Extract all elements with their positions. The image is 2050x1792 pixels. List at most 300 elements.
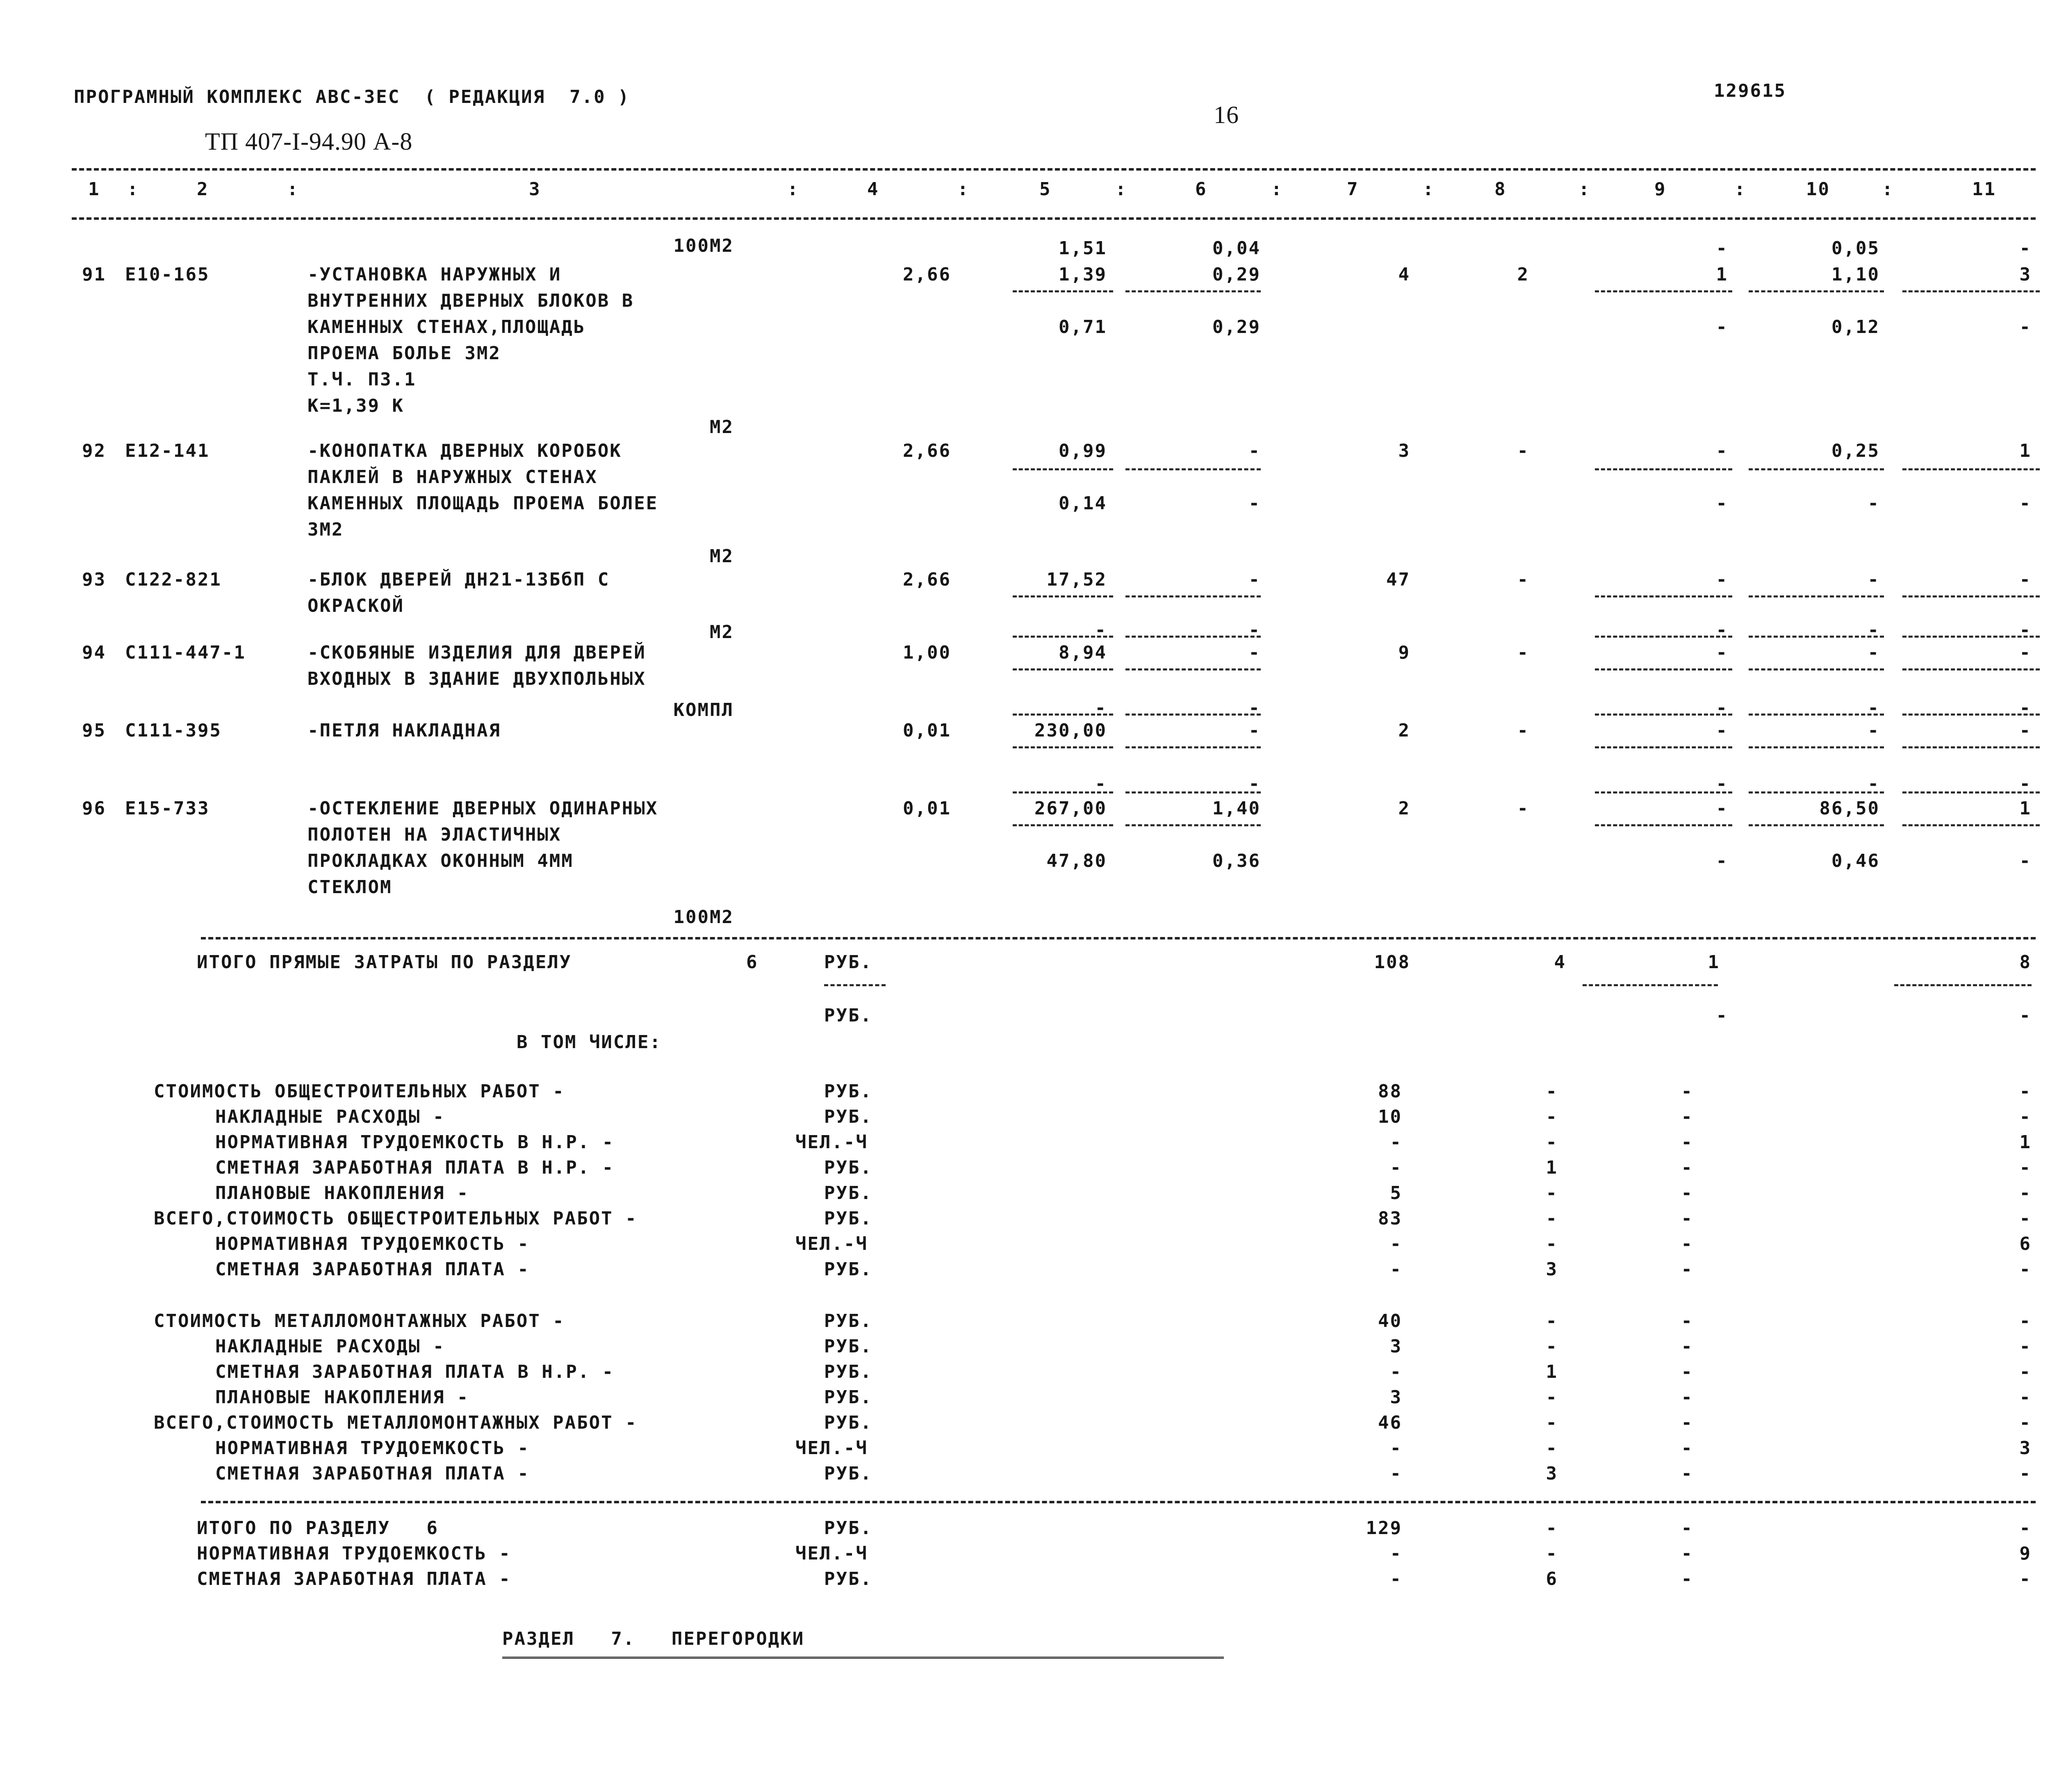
summary-c7: - [1390,1259,1402,1280]
cell-c11: 1 [2019,440,2032,461]
section-total-c11: - [2019,1569,2032,1589]
summary-c8: - [1546,1233,1558,1254]
item-description-line: ВХОДНЫХ В ЗДАНИЕ ДВУХПОЛЬНЫХ [308,668,646,689]
item-unit: М2 [710,417,734,438]
cell-rule [1125,746,1261,748]
cell-rule [1902,824,2040,826]
summary-c8: - [1546,1208,1558,1229]
column-separator: : [1882,179,1894,200]
cell-c9: - [1716,773,1728,794]
cell-c11: - [2019,698,2032,718]
item-description-line: К=1,39 К [308,395,404,416]
summary-c11: - [2019,1259,2032,1280]
column-header-3: 3 [529,179,541,200]
summary-c11: - [2019,1387,2032,1408]
direct-costs-unit: РУБ. [824,952,872,973]
summary-label: НОРМАТИВНАЯ ТРУДОЕМКОСТЬ - [215,1438,530,1459]
summary-c7: 88 [1378,1081,1402,1102]
cell-c7: 4 [1398,264,1410,285]
direct-c9: 1 [1708,952,1720,973]
summary-label: СМЕТНАЯ ЗАРАБОТНАЯ ПЛАТА В Н.Р. - [215,1157,615,1178]
cell-rule [1013,290,1113,292]
item-description-line: Т.Ч. П3.1 [308,369,417,390]
cell-c8: - [1517,569,1529,590]
item-description-line: ОКРАСКОЙ [308,595,404,616]
cell-c11: - [2019,642,2032,663]
summary-c7: - [1390,1361,1402,1382]
item-description-line: КАМЕННЫХ ПЛОЩАДЬ ПРОЕМА БОЛЕЕ [308,493,658,514]
cell-c10: 0,46 [1831,850,1880,871]
item-number: 96 [82,798,106,819]
document-code: ТП 407-I-94.90 А-8 [205,128,413,155]
cell-rule [1013,746,1113,748]
summary-c7: 10 [1378,1106,1402,1127]
cell-c7: 2 [1398,798,1410,819]
summary-unit: ЧЕЛ.-Ч [795,1438,868,1459]
column-separator: : [957,179,970,200]
section-total-c9: - [1681,1569,1693,1589]
summary-c9: - [1681,1081,1693,1102]
item-description-line: 3М2 [308,519,344,540]
summary-c9: - [1681,1233,1693,1254]
section-total-c8: 6 [1546,1569,1558,1589]
summary-c9: - [1681,1311,1693,1331]
summary-c8: 3 [1546,1259,1558,1280]
cell-rule [1902,468,2040,470]
summary-c8: - [1546,1387,1558,1408]
cell-rule [1894,984,2032,986]
item-description-line: СТЕКЛОМ [308,877,392,898]
cell-c9: - [1716,493,1728,514]
section-total-unit: РУБ. [824,1518,872,1539]
cell-rule [1902,791,2040,793]
section-total-label: НОРМАТИВНАЯ ТРУДОЕМКОСТЬ - [197,1543,511,1564]
summary-c7: 3 [1390,1387,1402,1408]
cell-c9: - [1716,850,1728,871]
column-header-5: 5 [1039,179,1052,200]
page-number: 16 [1214,101,1239,128]
direct2-c11: - [2019,1005,2032,1026]
item-quantity: 2,66 [903,440,951,461]
section-total-c7: - [1390,1543,1402,1564]
summary-c7: - [1390,1132,1402,1153]
summary-c9: - [1681,1208,1693,1229]
item-quantity: 2,66 [903,264,951,285]
item-description-line: -УСТАНОВКА НАРУЖНЫХ И [308,264,562,285]
summary-c11: - [2019,1412,2032,1433]
section-total-c8: - [1546,1543,1558,1564]
next-section-underline [502,1657,1224,1659]
cell-rule [1595,746,1732,748]
cell-c11: - [2019,569,2032,590]
column-separator: : [1115,179,1128,200]
summary-label: СМЕТНАЯ ЗАРАБОТНАЯ ПЛАТА В Н.Р. - [215,1361,615,1382]
column-header-1: 1 [88,179,100,200]
column-separator: : [287,179,299,200]
cell-rule [1013,468,1113,470]
summary-c8: - [1546,1081,1558,1102]
cell-c6: - [1248,620,1261,641]
summary-c7: - [1390,1438,1402,1459]
summary-label: НАКЛАДНЫЕ РАСХОДЫ - [215,1336,445,1357]
cell-rule [1595,290,1732,292]
summary-label: ПЛАНОВЫЕ НАКОПЛЕНИЯ - [215,1183,469,1204]
item-unit: КОМПЛ [673,700,734,720]
summary-unit: РУБ. [824,1208,872,1229]
totals-rule [201,937,2036,939]
cell-c10: - [1868,698,1880,718]
summary-c7: - [1390,1157,1402,1178]
cell-c5: 8,94 [1059,642,1107,663]
summary-unit: РУБ. [824,1311,872,1331]
summary-c8: - [1546,1412,1558,1433]
summary-c7: 5 [1390,1183,1402,1204]
program-title: ПРОГРАМНЫЙ КОМПЛЕКС АВС-3ЕС ( РЕДАКЦИЯ 7.0 ) [74,87,630,107]
summary-c7: - [1390,1463,1402,1484]
cell-c9: - [1716,720,1728,741]
item-code: С111-447-1 [125,642,246,663]
item-number: 93 [82,569,106,590]
summary-c7: 3 [1390,1336,1402,1357]
summary-c11: - [2019,1081,2032,1102]
cell-c8: - [1517,798,1529,819]
summary-c8: 3 [1546,1463,1558,1484]
cell-rule [1125,636,1261,638]
section-total-c7: - [1390,1569,1402,1589]
item-quantity: 1,00 [903,642,951,663]
summary-c11: - [2019,1183,2032,1204]
cell-c5: 0,14 [1059,493,1107,514]
cell-c10: 1,10 [1831,264,1880,285]
cell-c8: 2 [1517,264,1529,285]
section-total-c7: 129 [1366,1518,1402,1539]
header-rule [72,217,2036,220]
cell-c10: - [1868,773,1880,794]
summary-c11: - [2019,1311,2032,1331]
cell-c5: - [1095,620,1107,641]
cell-c6: - [1248,569,1261,590]
summary-unit: РУБ. [824,1412,872,1433]
summary-c11: - [2019,1106,2032,1127]
cell-rule [1749,746,1884,748]
cell-c11: - [2019,317,2032,337]
summary-c9: - [1681,1106,1693,1127]
cell-c10: - [1868,569,1880,590]
cell-c11: 1 [2019,798,2032,819]
cell-c6: - [1248,720,1261,741]
item-description-line: ВНУТРЕННИХ ДВЕРНЫХ БЛОКОВ В [308,290,634,311]
cell-rule [1749,595,1884,597]
cell-c6: 0,04 [1212,238,1261,259]
summary-c9: - [1681,1463,1693,1484]
direct-c11: 8 [2019,952,2032,973]
cell-c10: 0,12 [1831,317,1880,337]
cell-c6: 0,29 [1212,264,1261,285]
cell-rule [1595,468,1732,470]
item-number: 92 [82,440,106,461]
cell-c10: - [1868,720,1880,741]
cell-rule [1749,468,1884,470]
column-separator: : [1423,179,1435,200]
summary-c11: - [2019,1157,2032,1178]
item-description-line: -ОСТЕКЛЕНИЕ ДВЕРНЫХ ОДИНАРНЫХ [308,798,658,819]
summary-c8: - [1546,1183,1558,1204]
cell-rule [1583,984,1718,986]
cell-rule [1595,668,1732,670]
cell-rule [1595,636,1732,638]
cell-c6: - [1248,440,1261,461]
summary-c7: 46 [1378,1412,1402,1433]
cell-rule [1125,668,1261,670]
cell-rule [1013,714,1113,716]
cell-rule [1125,595,1261,597]
summary-c11: - [2019,1208,2032,1229]
inventory-number: 129615 [1714,80,1786,101]
item-number: 91 [82,264,106,285]
cell-c10: 86,50 [1819,798,1880,819]
cell-c6: - [1248,698,1261,718]
summary-unit: РУБ. [824,1361,872,1382]
cell-rule [1749,668,1884,670]
direct-costs-section: 6 [746,952,758,973]
item-unit: М2 [710,622,734,643]
item-code: Е15-733 [125,798,210,819]
cell-c5: 1,51 [1059,238,1107,259]
summary-label: НОРМАТИВНАЯ ТРУДОЕМКОСТЬ - [215,1233,530,1254]
cell-rule [1902,636,2040,638]
summary-c11: - [2019,1463,2032,1484]
column-separator: : [1578,179,1591,200]
cell-c5: - [1095,698,1107,718]
item-number: 94 [82,642,106,663]
summary-unit: ЧЕЛ.-Ч [795,1132,868,1153]
item-number: 95 [82,720,106,741]
cell-c10: 0,25 [1831,440,1880,461]
item-unit: 100М2 [673,235,734,256]
summary-unit: РУБ. [824,1157,872,1178]
cell-c9: 1 [1716,264,1728,285]
item-description-line: ПРОКЛАДКАХ ОКОННЫМ 4ММ [308,850,574,871]
section-total-c8: - [1546,1518,1558,1539]
item-description-line: ПОЛОТЕН НА ЭЛАСТИЧНЫХ [308,824,562,845]
cell-c5: 230,00 [1034,720,1107,741]
item-unit: 100М2 [673,907,734,928]
cell-rule [1595,824,1732,826]
item-unit: М2 [710,546,734,567]
cell-rule [1013,668,1113,670]
column-header-11: 11 [1972,179,1996,200]
cell-rule [1013,791,1113,793]
summary-c8: - [1546,1336,1558,1357]
summary-c11: 3 [2019,1438,2032,1459]
summary-c11: - [2019,1336,2032,1357]
cell-c9: - [1716,642,1728,663]
cell-rule [1013,595,1113,597]
cell-c5: 0,99 [1059,440,1107,461]
cell-c9: - [1716,798,1728,819]
cell-c5: 47,80 [1046,850,1107,871]
item-quantity: 0,01 [903,798,951,819]
direct2-c9: - [1716,1005,1728,1026]
cell-rule [1125,714,1261,716]
summary-c9: - [1681,1361,1693,1382]
cell-rule [1595,595,1732,597]
column-header-2: 2 [197,179,209,200]
cell-c5: 1,39 [1059,264,1107,285]
summary-label: НОРМАТИВНАЯ ТРУДОЕМКОСТЬ В Н.Р. - [215,1132,615,1153]
cell-c8: - [1517,720,1529,741]
item-code: Е10-165 [125,264,210,285]
cell-rule [1749,636,1884,638]
column-header-7: 7 [1347,179,1359,200]
cell-c5: - [1095,773,1107,794]
cell-c11: - [2019,720,2032,741]
section-total-unit: ЧЕЛ.-Ч [795,1543,868,1564]
item-description-line: -СКОБЯНЫЕ ИЗДЕЛИЯ ДЛЯ ДВЕРЕЙ [308,642,646,663]
item-code: С111-395 [125,720,222,741]
cell-rule [1125,290,1261,292]
summary-unit: ЧЕЛ.-Ч [795,1233,868,1254]
cell-rule [1902,595,2040,597]
summary-c9: - [1681,1387,1693,1408]
summary-c8: 1 [1546,1157,1558,1178]
cell-c9: - [1716,569,1728,590]
summary-c9: - [1681,1438,1693,1459]
cell-c10: - [1868,642,1880,663]
cell-c11: 3 [2019,264,2032,285]
direct-c7: 108 [1374,952,1410,973]
summary-c9: - [1681,1157,1693,1178]
summary-unit: РУБ. [824,1106,872,1127]
column-header-10: 10 [1806,179,1830,200]
item-description-line: -ПЕТЛЯ НАКЛАДНАЯ [308,720,501,741]
summary-label: ВСЕГО,СТОИМОСТЬ МЕТАЛЛОМОНТАЖНЫХ РАБОТ - [154,1412,638,1433]
cell-c9: - [1716,440,1728,461]
summary-c8: - [1546,1438,1558,1459]
section-total-rule [201,1501,2036,1503]
cell-rule [1595,791,1732,793]
cell-rule [1125,468,1261,470]
summary-c8: - [1546,1311,1558,1331]
summary-label: НАКЛАДНЫЕ РАСХОДЫ - [215,1106,445,1127]
cell-c7: 9 [1398,642,1410,663]
cell-c11: - [2019,238,2032,259]
cell-c9: - [1716,698,1728,718]
column-header-4: 4 [867,179,879,200]
summary-c11: 1 [2019,1132,2032,1153]
cell-c6: 1,40 [1212,798,1261,819]
item-code: С122-821 [125,569,222,590]
section-total-c9: - [1681,1518,1693,1539]
direct-c8: 4 [1554,952,1566,973]
summary-c8: - [1546,1132,1558,1153]
column-separator: : [127,179,139,200]
cell-rule [1749,824,1884,826]
summary-label: СТОИМОСТЬ МЕТАЛЛОМОНТАЖНЫХ РАБОТ - [154,1311,565,1331]
cell-c8: - [1517,642,1529,663]
column-separator: : [787,179,800,200]
item-description-line: КАМЕННЫХ СТЕНАХ,ПЛОЩАДЬ [308,317,586,337]
cell-c9: - [1716,317,1728,337]
item-code: Е12-141 [125,440,210,461]
summary-c9: - [1681,1132,1693,1153]
cell-rule [1013,824,1113,826]
cell-c6: - [1248,642,1261,663]
top-rule [72,168,2036,171]
direct-costs-label: ИТОГО ПРЯМЫЕ ЗАТРАТЫ ПО РАЗДЕЛУ [197,952,572,973]
cell-c6: 0,36 [1212,850,1261,871]
summary-label: СТОИМОСТЬ ОБЩЕСТРОИТЕЛЬНЫХ РАБОТ - [154,1081,565,1102]
summary-label: ВСЕГО,СТОИМОСТЬ ОБЩЕСТРОИТЕЛЬНЫХ РАБОТ - [154,1208,638,1229]
cell-rule [1013,636,1113,638]
item-description-line: -БЛОК ДВЕРЕЙ ДН21-13БбП С [308,569,610,590]
summary-c9: - [1681,1259,1693,1280]
item-description-line: ПАКЛЕЙ В НАРУЖНЫХ СТЕНАХ [308,467,598,488]
summary-c9: - [1681,1183,1693,1204]
summary-c11: 6 [2019,1233,2032,1254]
cell-c5: 267,00 [1034,798,1107,819]
cell-c11: - [2019,620,2032,641]
next-section-title: РАЗДЕЛ 7. ПЕРЕГОРОДКИ [502,1628,805,1649]
cell-c9: - [1716,238,1728,259]
cell-c11: - [2019,773,2032,794]
summary-c9: - [1681,1412,1693,1433]
cell-c9: - [1716,620,1728,641]
summary-unit: РУБ. [824,1336,872,1357]
cell-rule [1749,290,1884,292]
section-total-c11: - [2019,1518,2032,1539]
column-header-6: 6 [1195,179,1207,200]
summary-label: ПЛАНОВЫЕ НАКОПЛЕНИЯ - [215,1387,469,1408]
cell-rule [1902,290,2040,292]
cell-c6: - [1248,493,1261,514]
cell-rule [1902,746,2040,748]
cell-rule [1749,791,1884,793]
cell-c6: - [1248,773,1261,794]
summary-c9: - [1681,1336,1693,1357]
cell-c11: - [2019,493,2032,514]
cell-c11: - [2019,850,2032,871]
summary-unit: РУБ. [824,1259,872,1280]
cell-c8: - [1517,440,1529,461]
column-separator: : [1271,179,1283,200]
summary-unit: РУБ. [824,1183,872,1204]
summary-label: СМЕТНАЯ ЗАРАБОТНАЯ ПЛАТА - [215,1463,530,1484]
unit-rule [824,984,886,986]
summary-unit: РУБ. [824,1081,872,1102]
summary-unit: РУБ. [824,1463,872,1484]
cell-rule [1125,791,1261,793]
summary-c11: - [2019,1361,2032,1382]
summary-c8: - [1546,1106,1558,1127]
cell-rule [1749,714,1884,716]
cell-rule [1902,714,2040,716]
item-description-line: -КОНОПАТКА ДВЕРНЫХ КОРОБОК [308,440,622,461]
section-total-label: ИТОГО ПО РАЗДЕЛУ 6 [197,1518,439,1539]
section-total-c9: - [1681,1543,1693,1564]
cell-c7: 47 [1386,569,1410,590]
cell-c5: 0,71 [1059,317,1107,337]
direct-costs-unit-2: РУБ. [824,1005,872,1026]
cell-rule [1125,824,1261,826]
cell-c7: 2 [1398,720,1410,741]
column-separator: : [1734,179,1747,200]
summary-c7: - [1390,1233,1402,1254]
cell-rule [1902,668,2040,670]
section-total-unit: РУБ. [824,1569,872,1589]
item-description-line: ПРОЕМА БОЛЬЕ 3М2 [308,343,501,364]
item-quantity: 2,66 [903,569,951,590]
